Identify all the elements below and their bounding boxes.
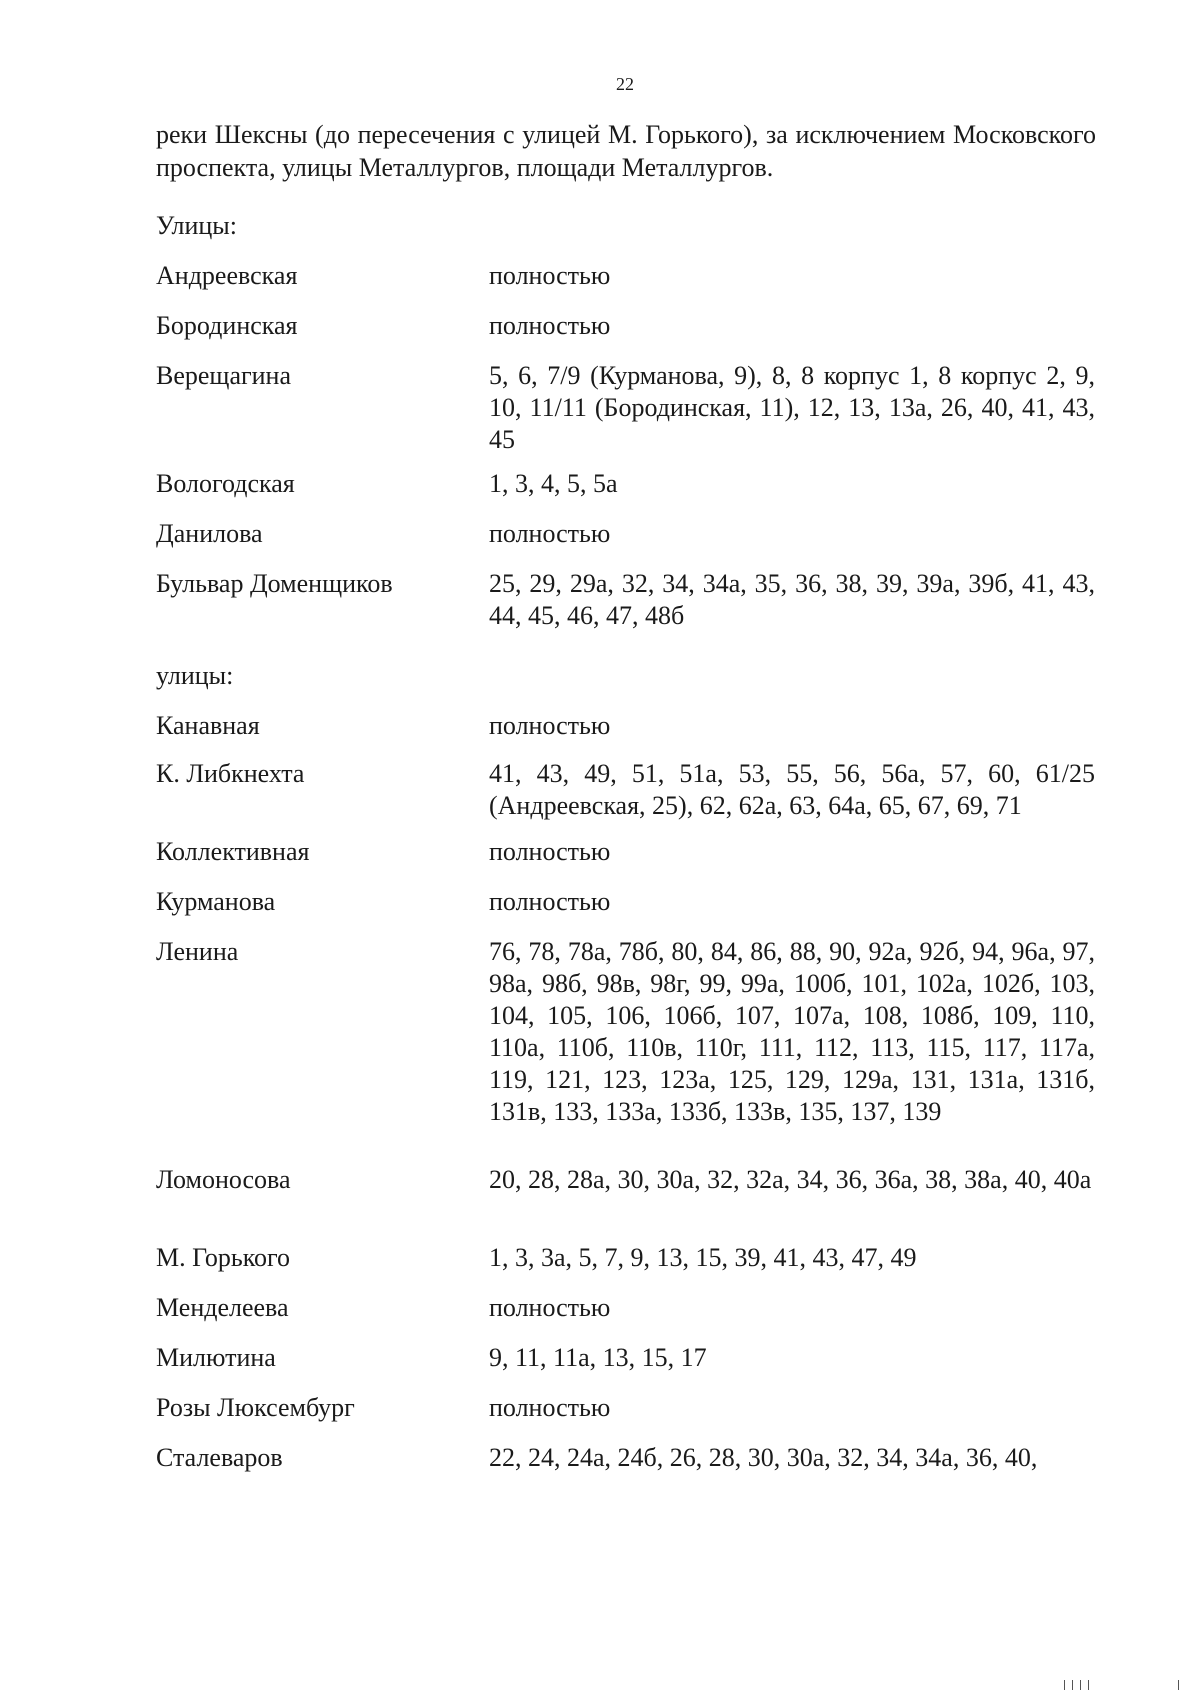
street-name: Ленина (156, 937, 239, 966)
street-name: Бульвар Доменщиков (156, 569, 393, 598)
street-name: Вологодская (156, 469, 295, 498)
street-houses: полностью (489, 887, 611, 916)
street-name: Коллективная (156, 837, 310, 866)
street-name: Андреевская (156, 261, 298, 290)
street-name: К. Либкнехта (156, 759, 305, 788)
street-houses: 22, 24, 24а, 24б, 26, 28, 30, 30а, 32, 34, 34а, 36, 40, (489, 1443, 1038, 1472)
street-houses: полностью (489, 261, 611, 290)
street-name: Данилова (156, 519, 263, 548)
street-name: Розы Люксембург (156, 1393, 355, 1422)
street-name: Ломоносова (156, 1165, 291, 1194)
street-name: Бородинская (156, 311, 298, 340)
street-houses: полностью (489, 311, 611, 340)
street-name: Курманова (156, 887, 276, 916)
page-number: 22 (616, 74, 634, 94)
street-houses: 76, 78, 78а, 78б, 80, 84, 86, 88, 90, 92а, 92б, 94, 96а, 97, 98а, 98б, 98в, 98г, 99, 99а, 100б, 101, 102а, 102б, 103, 104, 105, 106, 106б, 107, 107а, 108, 108б, 109, 110, 110а, 110б, 110в, 110г, 111, 112, 113, 115, 117, 117а, 119, 121, 123, 123а, 125, 129, 129а, 131, 131а, 131б, 131в, 133, 133а, 133б, 133в, 135, 137, 139 (489, 937, 1095, 1126)
street-houses: 1, 3, 3а, 5, 7, 9, 13, 15, 39, 41, 43, 47, 49 (489, 1243, 917, 1272)
street-houses: полностью (489, 1293, 611, 1322)
street-name: Верещагина (156, 361, 292, 390)
street-houses: полностью (489, 711, 611, 740)
street-name: Милютина (156, 1343, 276, 1372)
street-houses: полностью (489, 837, 611, 866)
street-houses: 25, 29, 29а, 32, 34, 34а, 35, 36, 38, 39, 39а, 39б, 41, 43, 44, 45, 46, 47, 48б (489, 569, 1095, 630)
street-name: Сталеваров (156, 1443, 283, 1472)
section-heading: улицы: (156, 661, 234, 690)
intro-paragraph: реки Шексны (до пересечения с улицей М. Горького), за исключением Московского проспекта, улицы Металлургов, площади Металлургов. (156, 120, 1096, 182)
street-name: М. Горького (156, 1243, 291, 1272)
street-houses: 9, 11, 11а, 13, 15, 17 (489, 1343, 707, 1372)
scan-edge-marks (1060, 1680, 1190, 1690)
street-houses: 41, 43, 49, 51, 51а, 53, 55, 56, 56а, 57, 60, 61/25 (Андреевская, 25), 62, 62а, 63, 64а, 65, 67, 69, 71 (489, 759, 1095, 820)
street-name: Менделеева (156, 1293, 289, 1322)
street-houses: полностью (489, 519, 611, 548)
section-heading: Улицы: (156, 211, 237, 240)
street-houses: полностью (489, 1393, 611, 1422)
street-houses: 5, 6, 7/9 (Курманова, 9), 8, 8 корпус 1, 8 корпус 2, 9, 10, 11/11 (Бородинская, 11), 12, 13, 13а, 26, 40, 41, 43, 45 (489, 361, 1095, 454)
street-name: Канавная (156, 711, 260, 740)
street-houses: 1, 3, 4, 5, 5а (489, 469, 618, 498)
street-houses: 20, 28, 28а, 30, 30а, 32, 32а, 34, 36, 36а, 38, 38а, 40, 40а (489, 1165, 1092, 1194)
